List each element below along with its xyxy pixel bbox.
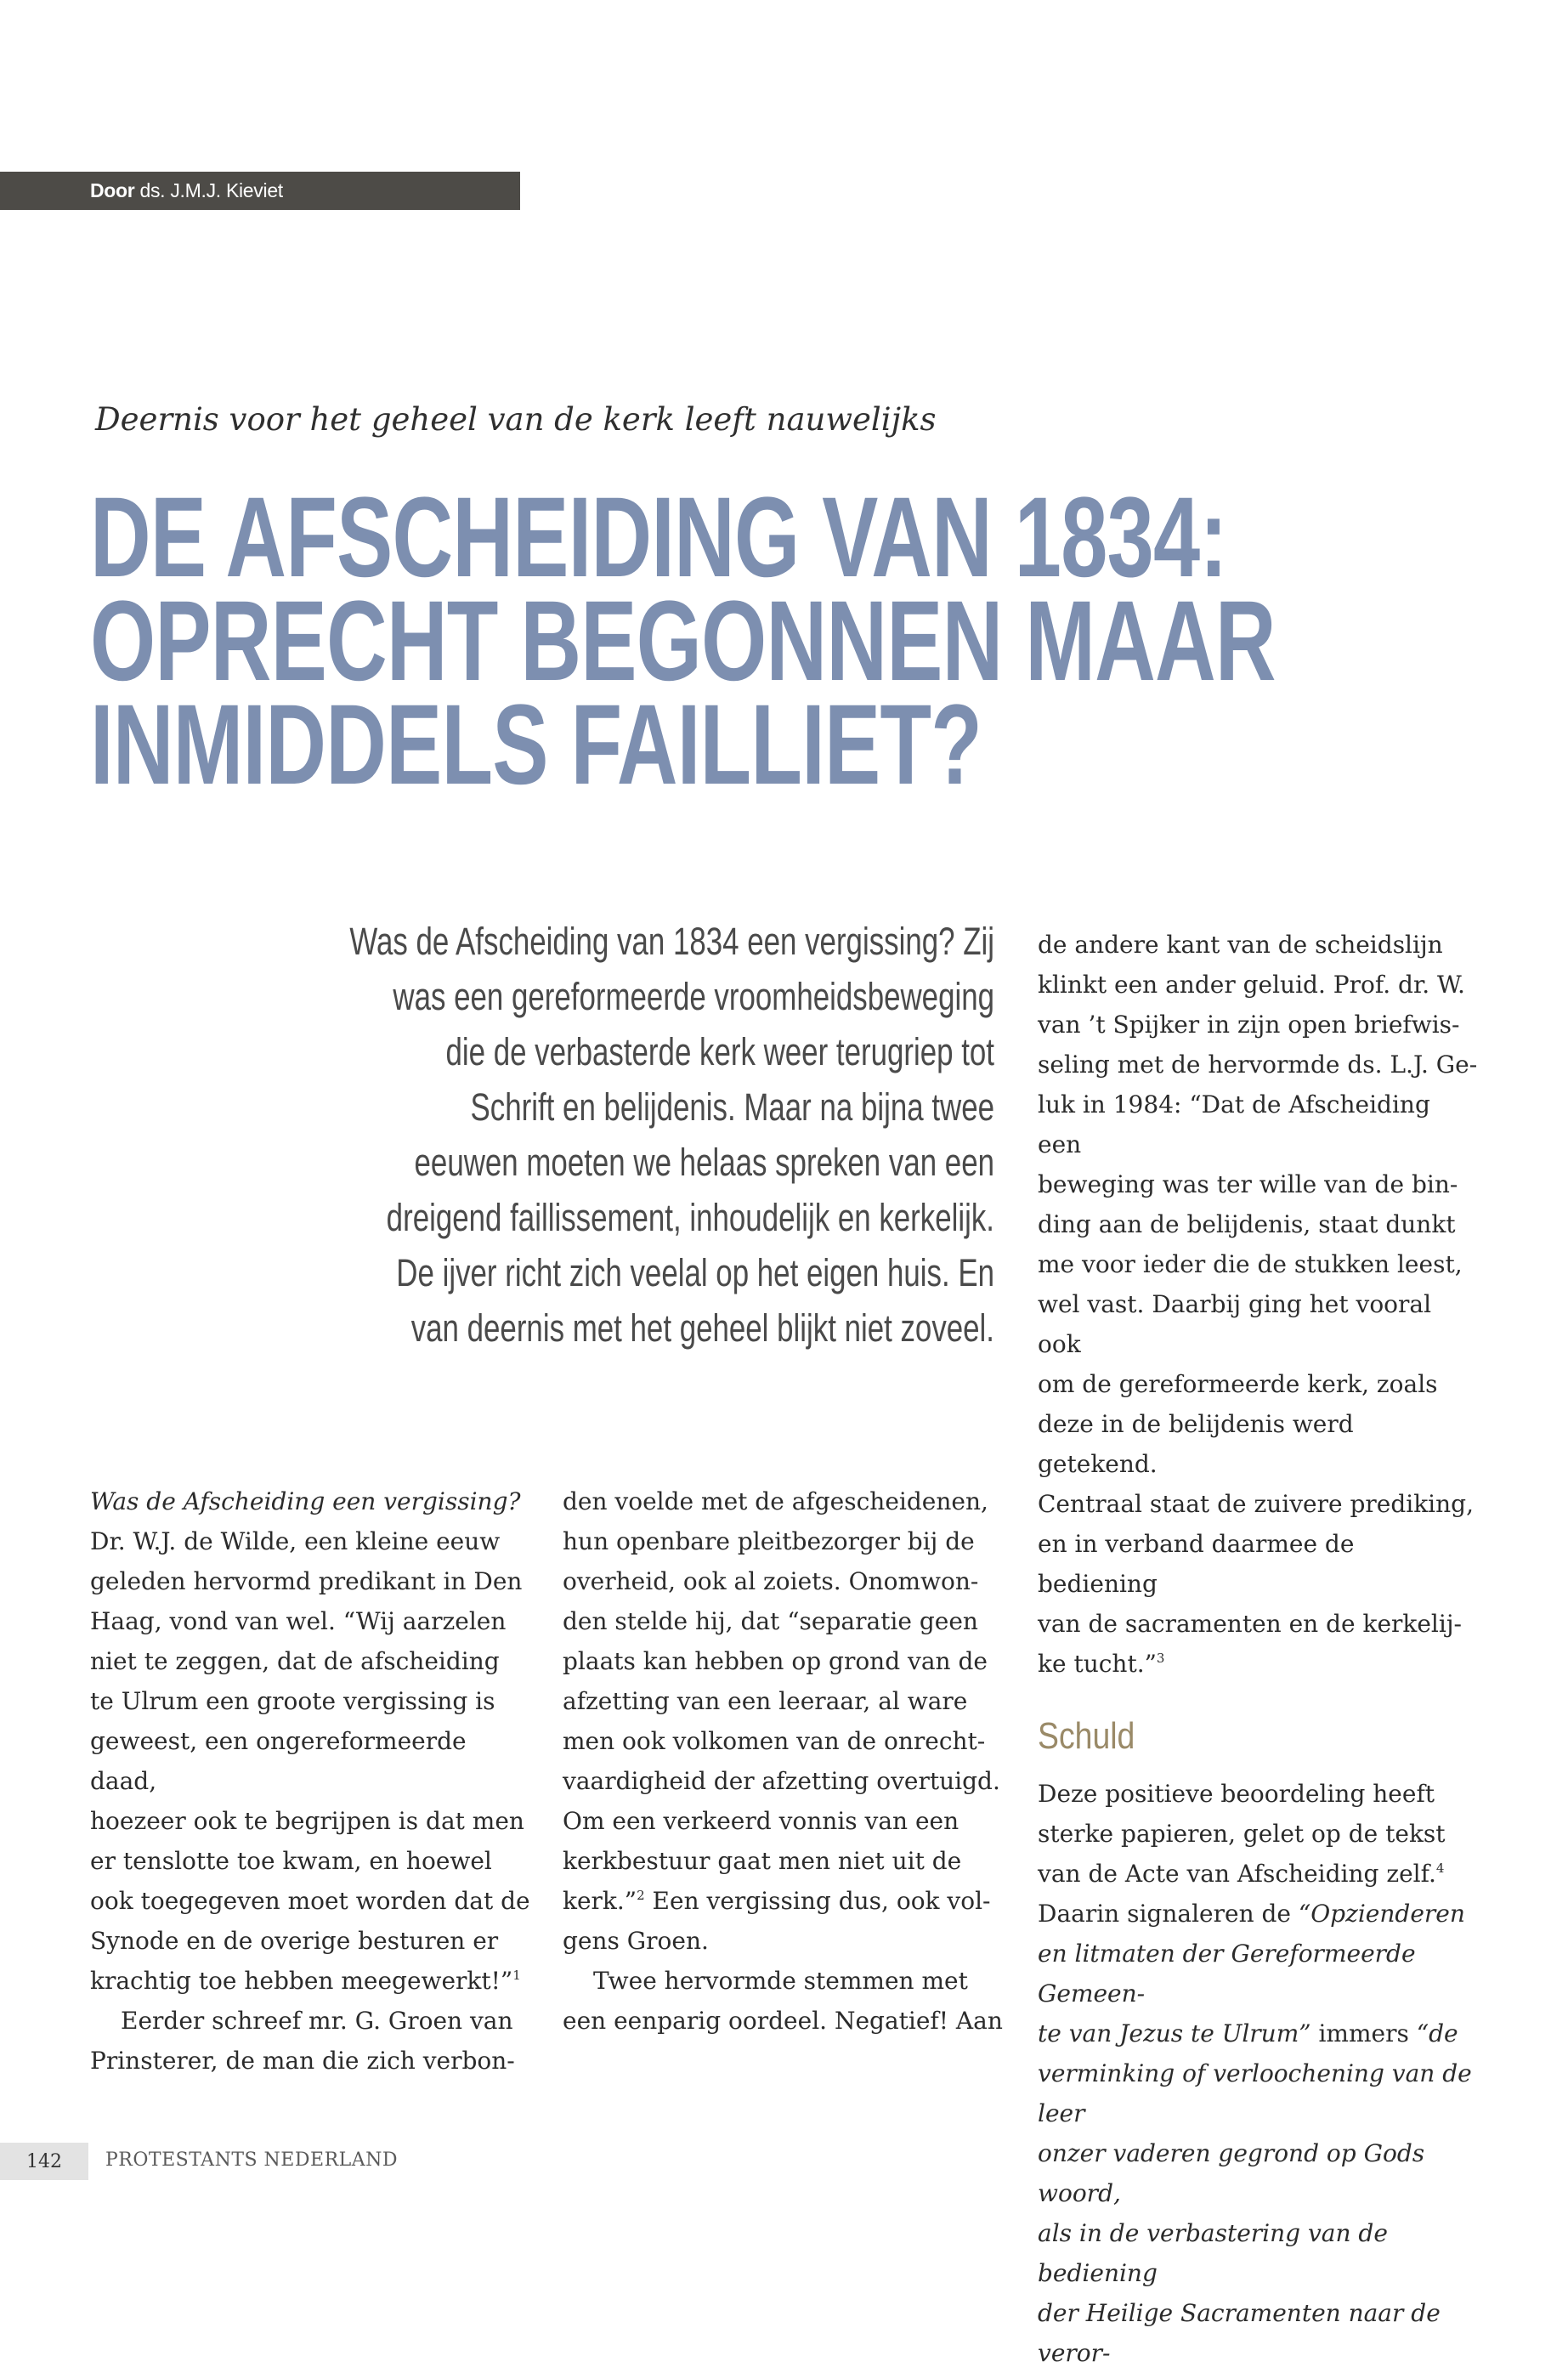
text-line: seling met de hervormde ds. L.J. Ge-: [1038, 1051, 1478, 1079]
text-fragment: ke tucht.”: [1038, 1650, 1157, 1678]
text-line: luk in 1984: “Dat de Afscheiding een: [1038, 1090, 1430, 1158]
text-line: hun openbare pleitbezorger bij de: [563, 1527, 975, 1555]
text-line: Haag, vond van wel. “Wij aarzelen: [90, 1607, 507, 1635]
headline-line: INMIDDELS FAILLIET?: [90, 682, 982, 808]
text-line: een eenparig oordeel. Negatief! Aan: [563, 2007, 1003, 2035]
paragraph: [90, 2001, 532, 2081]
text-line: geleden hervormd predikant in Den: [90, 1567, 523, 1595]
text-line: beweging was ter wille van de bin-: [1038, 1170, 1458, 1198]
text-line: gens Groen.: [563, 1927, 709, 1955]
text-line: [1038, 1854, 1480, 1894]
text-line: deze in de belijdenis werd getekend.: [1038, 1410, 1354, 1478]
text-line: [1038, 2013, 1480, 2053]
text-line: van de sacramenten en de kerkelij-: [1038, 1610, 1462, 1638]
text-line: wel vast. Daarbij ging het vooral ook: [1038, 1290, 1432, 1358]
paragraph: [1038, 1774, 1480, 2373]
body-column-3: [1038, 925, 1480, 2373]
section-heading: Schuld: [1038, 1715, 1135, 1757]
text-fragment: van de Acte van Afscheiding zelf.: [1038, 1860, 1436, 1888]
text-fragment: immers: [1310, 2019, 1417, 2047]
text-line: niet te zeggen, dat de afscheiding: [90, 1647, 500, 1675]
headline: [90, 474, 1276, 808]
text-line: klinkt een ander geluid. Prof. dr. W.: [1038, 971, 1465, 999]
paragraph: [1038, 925, 1480, 1684]
text-line: Eerder schreef mr. G. Groen van: [121, 2007, 513, 2035]
lead-line: was een gereformeerde vroomheidsbeweging: [393, 975, 994, 1018]
text-line: men ook volkomen van de onrecht-: [563, 1727, 986, 1755]
paragraph: [90, 1521, 532, 2001]
lead-paragraph: [263, 914, 994, 1356]
text-line: me voor ieder die de stukken leest,: [1038, 1250, 1463, 1278]
text-line: ook toegegeven moet worden dat de: [90, 1887, 530, 1915]
text-line: vaardigheid der afzetting overtuigd.: [563, 1767, 1000, 1795]
lead-line: Schrift en belijdenis. Maar na bijna twee: [470, 1085, 994, 1129]
byline-bar: [0, 172, 520, 210]
lead-line: eeuwen moeten we helaas spreken van een: [414, 1141, 994, 1184]
text-line: geweest, een ongereformeerde daad,: [90, 1727, 467, 1795]
text-fragment: Daarin signaleren de: [1038, 1900, 1299, 1928]
text-line: om de gereformeerde kerk, zoals: [1038, 1370, 1438, 1398]
quote-line: als in de verbastering van de bediening: [1038, 2219, 1388, 2287]
text-line: plaats kan hebben op grond van de: [563, 1647, 988, 1675]
headline-line: DE AFSCHEIDING VAN 1834:: [90, 474, 1227, 601]
text-line: kerkbestuur gaat men niet uit de: [563, 1847, 962, 1875]
byline-author: ds. J.M.J. Kieviet: [139, 179, 283, 201]
kicker: Deernis voor het geheel van de kerk leeft nauwelijks: [95, 401, 937, 438]
text-line: Om een verkeerd vonnis van een: [563, 1807, 959, 1835]
paragraph: [563, 1961, 1005, 2041]
body-column-2: [563, 1481, 1005, 2041]
page-number: 142: [0, 2143, 88, 2180]
text-line: ding aan de belijdenis, staat dunkt: [1038, 1210, 1456, 1238]
lead-line: Was de Afscheiding van 1834 een vergissing? Zij: [349, 920, 994, 963]
quote-fragment: te van Jezus te Ulrum”: [1038, 2019, 1311, 2047]
text-line: [90, 1961, 532, 2001]
text-line: [1038, 1894, 1480, 1934]
text-line: Prinsterer, de man die zich verbon-: [90, 2047, 515, 2075]
text-line: overheid, ook al zoiets. Onomwon-: [563, 1567, 979, 1595]
text-line: hoezeer ook te begrijpen is dat men: [90, 1807, 524, 1835]
paragraph: [563, 1481, 1005, 1961]
text-fragment: krachtig toe hebben meegewerkt!”: [90, 1967, 513, 1995]
text-line: Twee hervormde stemmen met: [593, 1967, 968, 1995]
intro-question: Was de Afscheiding een vergissing?: [90, 1487, 521, 1515]
text-line: [1038, 1644, 1480, 1684]
quote-line: der Heilige Sacramenten naar de veror-: [1038, 2299, 1441, 2367]
quote-fragment: “de: [1416, 2019, 1458, 2047]
text-line: sterke papieren, gelet op de tekst: [1038, 1820, 1446, 1848]
text-line: Synode en de overige besturen er: [90, 1927, 499, 1955]
footnote-ref: 2: [637, 1888, 645, 1903]
text-line: den stelde hij, dat “separatie geen: [563, 1607, 978, 1635]
footnote-ref: 3: [1156, 1651, 1165, 1666]
footnote-ref: 4: [1435, 1860, 1445, 1876]
lead-line: De ijver richt zich veelal op het eigen huis. En: [396, 1251, 994, 1294]
text-line: te Ulrum een groote vergissing is: [90, 1687, 495, 1715]
footnote-ref: 1: [512, 1968, 521, 1983]
quote-fragment: “Opzienderen: [1298, 1900, 1465, 1928]
quote-line: onzer vaderen gegrond op Gods woord,: [1038, 2139, 1425, 2207]
lead-container: [0, 914, 994, 1356]
text-fragment: Een vergissing dus, ook vol-: [644, 1887, 991, 1915]
text-line: afzetting van een leeraar, al ware: [563, 1687, 968, 1715]
text-line: den voelde met de afgescheidenen,: [563, 1487, 988, 1515]
text-line: van ’t Spijker in zijn open briefwis-: [1038, 1011, 1460, 1039]
quote-line: en litmaten der Gereformeerde Gemeen-: [1038, 1940, 1416, 2008]
text-line: er tenslotte toe kwam, en hoewel: [90, 1847, 492, 1875]
text-line: Dr. W.J. de Wilde, een kleine eeuw: [90, 1527, 501, 1555]
lead-line: van deernis met het geheel blijkt niet zoveel.: [410, 1306, 994, 1350]
publication-name: PROTESTANTS NEDERLAND: [105, 2149, 399, 2171]
lead-line: die de verbasterde kerk weer terugriep tot: [445, 1030, 994, 1073]
text-fragment: kerk.”: [563, 1887, 637, 1915]
text-line: de andere kant van de scheidslijn: [1038, 931, 1443, 959]
text-line: Deze positieve beoordeling heeft: [1038, 1780, 1435, 1808]
lead-line: dreigend faillissement, inhoudelijk en kerkelijk.: [386, 1196, 994, 1239]
text-line: [563, 1881, 1005, 1921]
byline-prefix: Door: [90, 179, 135, 201]
headline-line: OPRECHT BEGONNEN MAAR: [90, 578, 1276, 705]
text-line: Centraal staat de zuivere prediking,: [1038, 1490, 1474, 1518]
text-line: en in verband daarmee de bediening: [1038, 1530, 1355, 1598]
quote-line: verminking of verloochening van de leer: [1038, 2059, 1472, 2127]
body-column-1: [90, 1481, 532, 2081]
